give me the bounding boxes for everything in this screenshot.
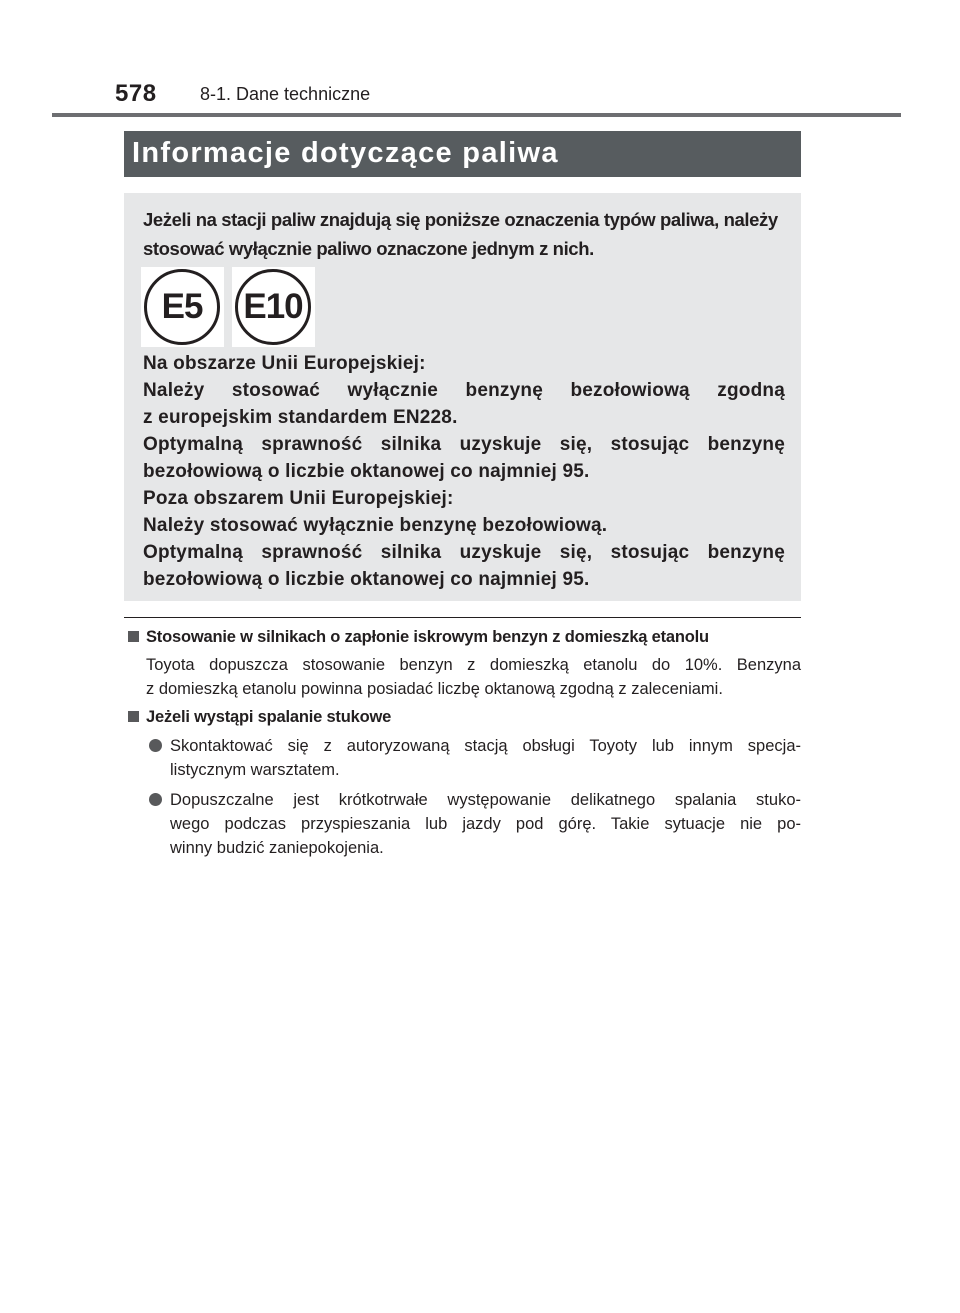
eu-heading: Na obszarze Unii Europejskiej: — [143, 353, 426, 374]
header-divider — [52, 113, 901, 117]
non-eu-text-line: Należy stosować wyłącznie benzynę bezołowiową. — [143, 515, 608, 536]
notes-section — [124, 625, 801, 866]
note-line: Toyota dopuszcza stosowanie benzyn z domieszką etanolu do 10%. Benzyna — [146, 656, 801, 674]
note-ethanol — [124, 625, 801, 701]
fuel-label-e5-icon: E5 — [144, 269, 220, 345]
note-knocking — [124, 705, 801, 860]
fuel-label-e5-tile — [141, 267, 224, 347]
fuel-info-lead: Jeżeli na stacji paliw znajdują się poniższe oznaczenia typów paliwa, należy stosować wyłącznie paliwo oznaczone jednym z nich. — [143, 209, 778, 259]
fuel-label-e10-tile — [232, 267, 315, 347]
list-item-line: listycznym warsztatem. — [170, 761, 340, 779]
fuel-requirements — [143, 350, 785, 593]
list-item-line: Skontaktować się z autoryzowaną stacją obsługi Toyoty lub innym specja- — [170, 737, 801, 755]
non-eu-text-line: bezołowiową o liczbie oktanowej co najmniej 95. — [143, 569, 590, 590]
list-item-line: wego podczas przyspieszania lub jazdy pod górę. Takie sytuacje nie po- — [170, 815, 801, 833]
non-eu-text-line: Optymalną sprawność silnika uzyskuje się, stosując benzynę — [143, 542, 785, 563]
note-body — [146, 653, 801, 701]
page-header — [0, 0, 960, 120]
non-eu-heading: Poza obszarem Unii Europejskiej: — [143, 488, 454, 509]
section-title: Informacje dotyczące paliwa — [132, 137, 559, 169]
section-divider — [124, 617, 801, 618]
eu-text-line: z europejskim standardem EN228. — [143, 407, 458, 428]
circle-bullet-icon — [149, 739, 162, 752]
eu-text-line: Należy stosować wyłącznie benzynę bezołowiową zgodną — [143, 380, 785, 401]
note-line: z domieszką etanolu powinna posiadać liczbę oktanową zgodną z zaleceniami. — [146, 680, 723, 698]
square-bullet-icon — [128, 631, 139, 642]
note-heading: Jeżeli wystąpi spalanie stukowe — [146, 708, 392, 726]
eu-text-line: Optymalną sprawność silnika uzyskuje się, stosując benzynę — [143, 434, 785, 455]
bullet-list — [146, 734, 801, 860]
list-item — [146, 734, 801, 782]
note-heading: Stosowanie w silnikach o zapłonie iskrowym benzyn z domieszką etanolu — [146, 628, 709, 646]
fuel-label-e10-icon: E10 — [235, 269, 311, 345]
square-bullet-icon — [128, 711, 139, 722]
eu-text-line: bezołowiową o liczbie oktanowej co najmniej 95. — [143, 461, 590, 482]
section-breadcrumb: 8-1. Dane techniczne — [200, 84, 371, 104]
list-item-line: Dopuszczalne jest krótkotrwałe występowanie delikatnego spalania stuko- — [170, 791, 801, 809]
page-number: 578 — [115, 80, 157, 107]
list-item — [146, 788, 801, 860]
list-item-line: winny budzić zaniepokojenia. — [170, 839, 384, 857]
circle-bullet-icon — [149, 793, 162, 806]
